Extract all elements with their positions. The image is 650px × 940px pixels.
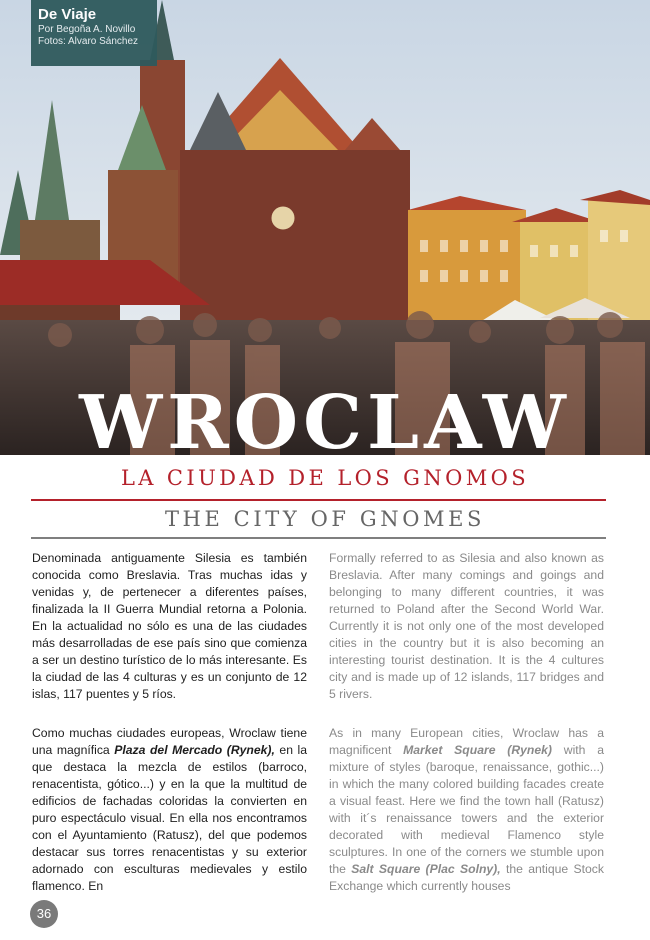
author-credit: Por Begoña A. Novillo: [38, 24, 136, 35]
paragraph-en-2: [329, 725, 604, 895]
emphasis-salt-square: Salt Square (Plac Solny),: [351, 862, 501, 876]
text-run: As in many European cities, Wroclaw has a magnificent: [329, 726, 604, 757]
emphasis-plaza-mercado: Plaza del Mercado (Rynek),: [114, 743, 275, 757]
text-run: en la que destaca la mezcla de estilos (barroco, renacentista, gótico...) y en la que la multitud de edificios de fachadas coloridas la convierten en puro espectáculo visual. En ella nos encontramos con el Ayuntamiento (Ratusz), del que podemos destacar sus torres renacentistas y su exterior adornado con esculturas medievales y estilo flamenco. En: [32, 743, 307, 893]
body-column-english: [329, 550, 604, 917]
divider-grey: [31, 537, 606, 539]
paragraph-es-1: Denominada antiguamente Silesia es también conocida como Breslavia. Tras muchas idas y venidas y, de pertenecer a diferentes países, finalizada la II Guerra Mundial retorna a Polonia. En la actualidad no sólo es una de las ciudades más desarrolladas de ese país sino que comienza a ser un destino turístico de lo más interesante. Es la ciudad de las 4 culturas y es un conjunto de 12 islas, 117 puentes y 5 ríos.: [32, 551, 307, 701]
subtitle-english: THE CITY OF GNOMES: [164, 507, 486, 531]
text-run: Como muchas ciudades europeas, Wroclaw tiene una magnífica: [32, 726, 307, 757]
text-run: with a mixture of styles (baroque, renaissance, gothic...) in which the many colored building facades create a visual feast. Here we find the town hall (Ratusz) with it´s renaissance towers and the exterior decorated with medieval Flamenco style sculptures. In one of the corners we stumble upon the: [329, 743, 604, 876]
section-tag: [31, 0, 157, 66]
paragraph-en-1: Formally referred to as Silesia and also known as Breslavia. After many comings and goings and belonging to many different countries, it was returned to Poland after the Second World War. Currently it is not only one of the most developed cities in the country but it is also becoming an interesting tourist destination. It is the 4 cultures city and is made up of 12 islands, 117 bridges and 5 rivers.: [329, 551, 604, 701]
article-title: WROCLAW: [79, 380, 571, 466]
section-title: De Viaje: [38, 6, 97, 23]
divider-red: [31, 499, 606, 501]
photo-credit: Fotos: Alvaro Sánchez: [38, 36, 139, 47]
subtitle-spanish: LA CIUDAD DE LOS GNOMOS: [120, 466, 530, 490]
text-run: the antique Stock Exchange which currently houses: [329, 862, 604, 893]
paragraph-es-2: [32, 725, 307, 895]
page-number: 36: [30, 900, 58, 928]
body-column-spanish: [32, 550, 307, 917]
emphasis-market-square: Market Square (Rynek): [403, 743, 552, 757]
